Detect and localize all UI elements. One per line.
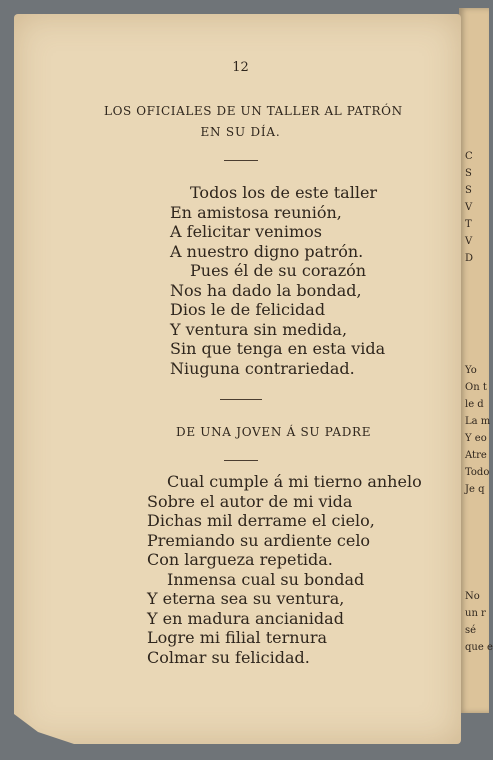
next-page-fragment: sé [465, 625, 477, 636]
next-page-fragment: Y eo [465, 433, 487, 444]
next-page-fragment: Je q [465, 484, 485, 495]
next-page-fragment: Todo [465, 467, 490, 478]
next-page-fragment: T [465, 219, 472, 230]
poem-line: Inmensa cual su bondad [167, 569, 365, 589]
next-page-fragment: Atre [465, 450, 487, 461]
next-page-fragment: La m [465, 416, 491, 427]
next-page-fragment: un r [465, 608, 486, 619]
poem-line: Cual cumple á mi tierno anhelo [167, 472, 422, 491]
poem-line: A felicitar venimos [170, 222, 322, 241]
next-page-fragment: que e [465, 642, 493, 653]
next-page-fragment: S [465, 168, 472, 179]
poem-line: Pues él de su corazón [190, 261, 367, 280]
poem-line: Y en madura ancianidad [147, 608, 344, 628]
poem-line: Dichas mil derrame el cielo, [147, 511, 375, 530]
poem-line: Nos ha dado la bondad, [170, 280, 362, 300]
next-page-fragment: S [465, 185, 472, 196]
poem-2-title: DE UNA JOVEN Á SU PADRE [176, 425, 372, 439]
poem-1-body [170, 183, 385, 378]
poem-2-dash-separator [224, 460, 258, 461]
next-page-fragment: D [465, 253, 474, 264]
poem-line: Premiando su ardiente celo [147, 530, 371, 550]
poem-line: Sin que tenga en esta vida [170, 339, 386, 358]
next-page-fragment: Yo [465, 365, 477, 376]
poem-line: Logre mi filial ternura [147, 628, 328, 647]
poem-line: Dios le de felicidad [170, 300, 326, 319]
torn-corner [14, 714, 74, 744]
poem-2-body [147, 472, 422, 667]
poem-line: Y eterna sea su ventura, [147, 589, 345, 608]
poem-line: Y ventura sin medida, [170, 319, 348, 339]
poem-line: En amistosa reunión, [170, 202, 342, 222]
poem-line: Niuguna contrariedad. [170, 358, 355, 378]
poem-1-title-line-1: LOS OFICIALES DE UN TALLER AL PATRÓN [104, 104, 403, 118]
next-page-fragments-upper [465, 148, 473, 267]
poem-line: Con largueza repetida. [147, 550, 333, 569]
next-page-fragments-lower [465, 588, 493, 656]
page-number: 12 [232, 60, 249, 75]
next-page-fragment: V [465, 202, 473, 213]
next-page-fragments-middle [465, 362, 490, 498]
next-page-fragment: No [465, 591, 480, 602]
poem-1-dash-separator [224, 160, 258, 161]
section-rule [220, 399, 262, 400]
poem-line: Sobre el autor de mi vida [147, 491, 353, 511]
poem-line: Todos los de este taller [190, 183, 378, 202]
poem-line: Colmar su felicidad. [147, 647, 310, 667]
poem-1-title-line-2: EN SU DÍA. [200, 125, 281, 139]
next-page-fragment: C [465, 151, 473, 162]
next-page-fragment: On t [465, 382, 487, 393]
next-page-fragment: V [465, 236, 473, 247]
next-page-fragment: le d [465, 399, 484, 410]
poem-line: A nuestro digno patrón. [170, 241, 364, 261]
